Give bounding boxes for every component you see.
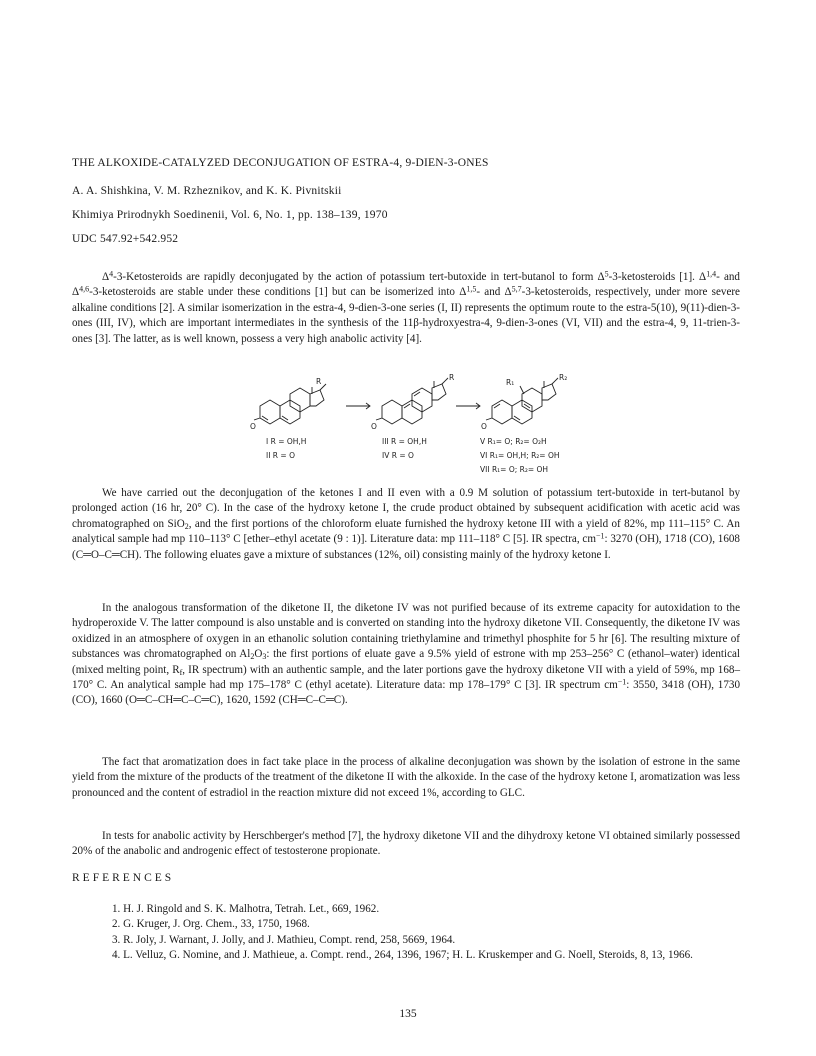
structure-V-VII	[486, 378, 558, 424]
text-run: We have carried out the deconjugation of the ketones I and II even with a 0.9 M solution of potassium tert-butoxide in tert-butanol by prolonged action (16 hr, 20° C). In the case of the hydroxy ketone I, the crude product obtained by subsequent acidification with acetic acid was chromatographed on SiO	[72, 487, 740, 530]
substituent-R: R	[316, 377, 322, 386]
references-list	[72, 902, 740, 964]
text-run: -3-ketosteroids [1].	[608, 271, 700, 283]
paragraph-3	[72, 601, 740, 709]
superscript: 5	[604, 269, 609, 279]
text-run: -3-ketosteroids are stable under these conditions [1] but can be isomerized into	[89, 286, 460, 299]
superscript: 1,4	[706, 269, 717, 279]
text-run: -3-Ketosteroids are rapidly deconjugated by the action of potassium tert-butoxide in tert-butanol to form	[113, 271, 598, 283]
subscript: 2	[184, 522, 189, 532]
compound-label: V R₁= O; R₂= O₂H	[480, 437, 547, 446]
delta-symbol: Δ	[597, 271, 605, 283]
subscript: 2	[250, 652, 255, 662]
subscript: f	[179, 667, 183, 677]
reference-item: 2. G. Kruger, J. Org. Chem., 33, 1750, 1968.	[112, 918, 310, 931]
udc-code: UDC 547.92+542.952	[72, 233, 179, 245]
text-run: : 3270 (OH), 1718 (CO), 1608 (C═O–C═CH). The following eluates gave a mixture of substances (12%, oil) consisting mainly of the hydroxy ketone I.	[72, 533, 740, 561]
structure-I-II	[254, 384, 326, 424]
paper-title: THE ALKOXIDE-CATALYZED DECONJUGATION OF ESTRA-4, 9-DIEN-3-ONES	[72, 157, 489, 169]
authors: A. A. Shishkina, V. M. Rzheznikov, and K. K. Pivnitskii	[72, 185, 342, 197]
text-run: In the analogous transformation of the diketone II, the diketone IV was not purified because of its extreme capacity for autoxidation to the hydroperoxide V. The latter compound is also unstable and is converted on standing into the hydroxy diketone VII. Consequently, the diketone IV was oxidized in an atmosphere of oxygen in an ethanolic solution containing triethylamine and trimethyl phosphite for 5 hr [6]. The resulting mixture of substances was chromatographed on Al	[72, 602, 740, 661]
compound-label: II R = O	[266, 451, 295, 460]
superscript: 4	[109, 269, 114, 279]
paragraph-4: The fact that aromatization does in fact take place in the process of alkaline deconjugation was shown by the isolation of estrone in the same yield from the mixture of the products of the treatment of the diketone II with the alkoxide. In the case of the hydroxy ketone I, aromatization was less pronounced and the content of estradiol in the reaction mixture did not exceed 1%, according to GLC.	[72, 756, 740, 799]
text-run: : the first portions of eluate gave a 9.5% yield of estrone with mp 253–256° C (ethanol–water) identical (mixed melting point, R	[72, 648, 740, 676]
compound-label: IV R = O	[382, 451, 414, 460]
journal-citation: Khimiya Prirodnykh Soedinenii, Vol. 6, No. 1, pp. 138–139, 1970	[72, 209, 388, 221]
reaction-scheme	[250, 372, 570, 484]
reference-item: 4. L. Velluz, G. Nomine, and J. Mathieue, a. Compt. rend., 264, 1396, 1967; H. L. Kruskemper and G. Noell, Steroids, 8, 13, 1966.	[112, 949, 693, 962]
text-run: , and the first portions of the chloroform eluate furnished the hydroxy ketone III with a yield of 82%, mp 111–115° C. An analytical sample had mp 110–113° C [ether–ethyl acetate (9 : 1)]. Literature data: mp 111–118° C [5]. IR spectra, cm	[72, 517, 740, 546]
keto-oxygen: O	[371, 422, 377, 431]
references-heading: REFERENCES	[72, 872, 175, 884]
compound-label: VI R₁= OH,H; R₂= OH	[480, 451, 560, 460]
superscript: −1	[595, 531, 605, 541]
keto-oxygen: O	[250, 422, 256, 431]
reaction-arrow-2	[456, 403, 480, 409]
superscript: 4,6	[79, 284, 90, 294]
delta-symbol: Δ	[699, 271, 707, 283]
page-number: 135	[399, 1008, 417, 1020]
subscript: 3	[262, 652, 267, 662]
superscript: 5,7	[511, 284, 522, 294]
paragraph-5: In tests for anabolic activity by Herschberger's method [7], the hydroxy diketone VII and the dihydroxy ketone VI obtained similarly possessed 20% of the anabolic and androgenic effect of testosterone propionate.	[72, 830, 740, 858]
compound-label: I R = OH,H	[266, 437, 307, 446]
text-run: -3-ketosteroids, respectively, under more severe alkaline conditions [2]. A similar isomerization in the estra-4, 9-dien-3-one series (I, II) represents the optimum route to the estra-5(10), 9(11)-dien-3-ones (III, IV), which are important intermediates in the synthesis of the 11β-hydroxyestra-4, 9-dien-3-ones (VI, VII) and the estra-4, 9, 11-trien-3-ones [3]. The latter, as is well known, possess a very high anabolic activity [4].	[72, 286, 740, 345]
text-run: - and	[716, 271, 740, 283]
delta-symbol: Δ	[102, 271, 110, 283]
paragraph-1	[72, 270, 740, 347]
compound-label: VII R₁= O; R₂= OH	[480, 465, 549, 474]
reference-item: 1. H. J. Ringold and S. K. Malhotra, Tetrah. Let., 669, 1962.	[112, 903, 380, 915]
paragraph-2	[72, 486, 740, 563]
delta-symbol: Δ	[504, 286, 512, 299]
keto-oxygen: O	[481, 422, 487, 431]
text-run: : 3550, 3418 (OH), 1730 (CO), 1660 (O═C–CH═C–C═C), 1620, 1592 (CH═C–C═C).	[72, 679, 740, 707]
delta-symbol: Δ	[459, 286, 467, 299]
compound-label: III R = OH,H	[382, 437, 427, 446]
text-run: , IR spectrum) with an authentic sample, and the later portions gave the hydroxy diketone VII with a yield of 59%, mp 168–170° C. An analytical sample had mp 175–178° C (ethyl acetate). Literature data: mp 178–179° C [3]. IR spectrum cm	[72, 663, 740, 692]
text-run: - and	[476, 286, 505, 299]
reference-item: 3. R. Joly, J. Warnant, J. Jolly, and J. Mathieu, Compt. rend, 258, 5669, 1964.	[112, 933, 456, 946]
superscript: 1,5	[466, 284, 477, 294]
text-run: O	[254, 648, 263, 661]
substituent-R: R	[449, 373, 455, 382]
delta-symbol: Δ	[72, 286, 80, 299]
reaction-arrow-1	[346, 403, 370, 409]
superscript: −1	[617, 677, 627, 687]
substituent-R1: R₁	[506, 378, 515, 387]
substituent-R2: R₂	[559, 373, 568, 382]
structure-III-IV	[376, 378, 448, 424]
